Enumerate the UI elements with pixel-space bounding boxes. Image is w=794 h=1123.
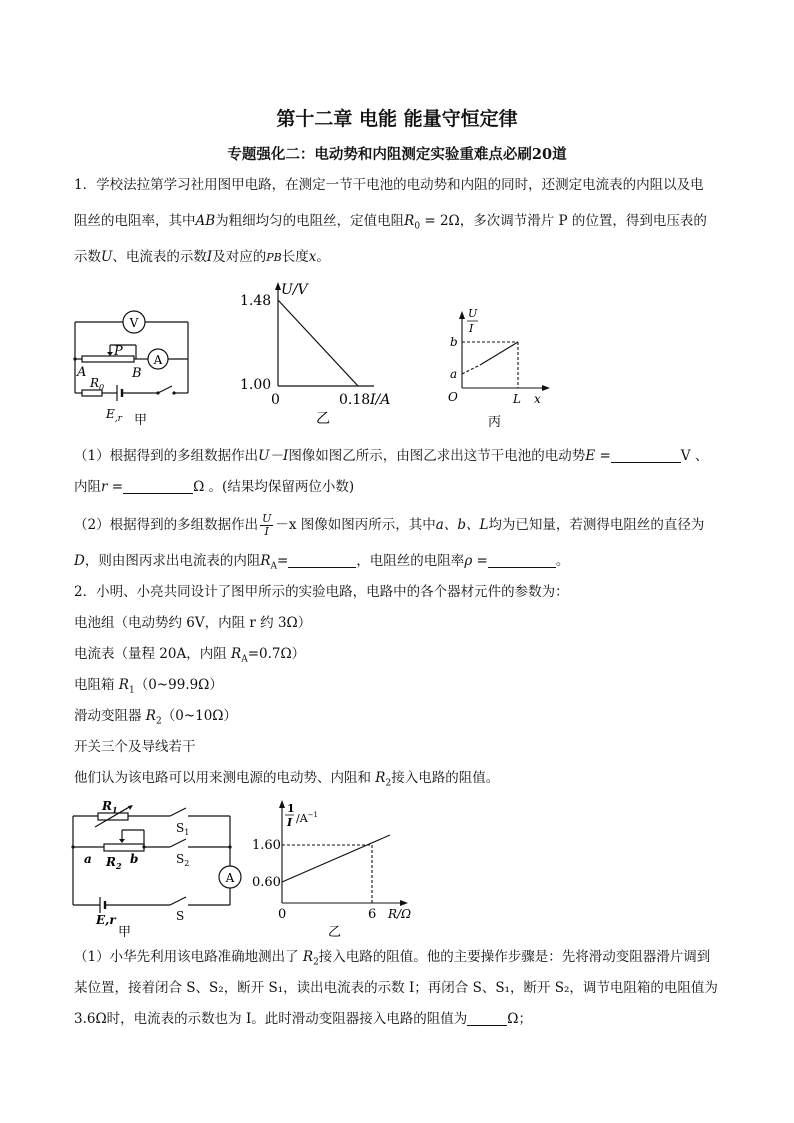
figure-caption-yi: 乙 (316, 411, 330, 427)
s-label: S (176, 909, 185, 923)
s1-label: $S_1$ (176, 821, 190, 837)
point-b-label: b (130, 852, 139, 866)
bing-origin: O (448, 390, 458, 404)
ui-x-graph-bing-1 (440, 305, 560, 430)
bing-x-axis: x (534, 392, 541, 406)
figure-caption-yi-2: 乙 (328, 925, 342, 940)
y-unit-label: $/A^{-1}$ (296, 811, 318, 825)
y-tick-top: 1.48 (240, 293, 272, 309)
y-num-label: 1 (287, 802, 295, 815)
inverse-i-line (282, 835, 390, 882)
q1-part2-line-2: D，则由图丙求出电流表的内阻$R_A=$ ，电阻丝的电阻率ρ = 。 (74, 553, 570, 572)
r1-label: $R_1$ (102, 800, 118, 815)
inverse-i-r-graph-yi-2 (252, 800, 422, 945)
ammeter-label: A (153, 353, 163, 367)
q1-part2-line-1: （2）根据得到的多组数据作出 $\frac{U}{I}$ －x 图像如图丙所示，其中a、b、L均为已知量，若测得电阻丝的直径为 (74, 512, 705, 538)
battery-2-label: E,r (96, 913, 116, 927)
bing-data-line (480, 342, 518, 365)
ui-data-line (278, 300, 358, 386)
chapter-title: 第十二章 电能 能量守恒定律 (276, 108, 518, 130)
bing-label-b: b (450, 335, 458, 349)
answer-blank-emf[interactable] (611, 447, 681, 463)
answer-blank-rheostat-resistance[interactable] (467, 1010, 507, 1026)
q1-line-2: 阻丝的电阻率，其中AB为粗细均匀的电阻丝，定值电阻$R_0 = 2\Omega$，多次调节滑片 P 的位置，得到电压表的 (74, 213, 707, 232)
x-tick-zero-2: 0 (278, 907, 287, 922)
y-axis-label: U/V (281, 282, 308, 298)
point-label-a: A (77, 365, 87, 380)
y-tick-060: 0.60 (252, 875, 281, 890)
x-tick-zero: 0 (271, 392, 280, 408)
x-axis-label-2: R/Ω (388, 907, 412, 921)
point-label-b: B (132, 366, 142, 381)
battery-label: $E_{,r}$ (106, 407, 122, 424)
slider-label-p: P (114, 344, 123, 359)
figure-caption-jia: 甲 (134, 413, 148, 428)
q2-line-2: 电池组（电动势约 6V，内阻 r 约 3Ω） (74, 615, 312, 631)
y-den-label: I (287, 816, 293, 829)
q2-line-3: 电流表（量程 20A，内阻 $R_A=0.7\Omega$） (74, 646, 306, 665)
circuit-diagram-jia-2 (68, 800, 248, 940)
q2-part1-line-2: 某位置，接着闭合 S、S₂，断开 S₁，读出电流表的示数 I；再闭合 S、S₁，断开 S₂，调节电阻箱的电阻值为 (74, 980, 718, 996)
fraction-u-over-i: $\frac{U}{I}$ (262, 512, 272, 538)
answer-blank-internal-resistance[interactable] (123, 478, 193, 494)
q2-part1-line-3: 3.6Ω时，电流表的示数也为 I。此时滑动变阻器接入电路的阻值为 Ω； (74, 1011, 532, 1027)
q2-line-6: 开关三个及导线若干 (74, 739, 196, 755)
r2-label: $R_2$ (106, 855, 122, 871)
q1-line-3: 示数U、电流表的示数I及对应的PB长度x。 (74, 249, 330, 265)
voltmeter-label: V (129, 316, 139, 330)
ui-graph-yi-1 (234, 278, 414, 428)
q1-part1-line-2: 内阻r = Ω 。(结果均保留两位小数) (74, 479, 355, 495)
bing-label-l: L (513, 392, 521, 406)
s2-label: $S_2$ (176, 852, 190, 868)
ammeter-2-label: A (225, 871, 235, 885)
bing-label-a: a (450, 367, 458, 381)
q2-line-4: 电阻箱 $R_1(0\sim 99.9\Omega)$ (74, 677, 223, 696)
section-subtitle: 专题强化二：电动势和内阻测定实验重难点必刷20道 (227, 146, 567, 163)
y-tick-bottom: 1.00 (240, 377, 272, 393)
q2-line-1: 2．小明、小亮共同设计了图甲所示的实验电路，电路中的各个器材元件的参数为： (74, 584, 569, 600)
figure-caption-bing: 丙 (488, 415, 502, 430)
q2-part1-line-1: （1）小华先利用该电路准确地测出了 $R_2$接入电路的阻值。他的主要操作步骤是：先将滑动变阻器滑片调到 (74, 949, 711, 968)
q2-line-7: 他们认为该电路可以用来测电源的电动势、内阻和 $R_2$接入电路的阻值。 (74, 770, 500, 789)
bing-y-num: U (468, 307, 478, 320)
x-tick-end: 0.18 (339, 392, 371, 408)
point-a-label: a (84, 852, 92, 866)
x-axis-label: I/A (370, 392, 391, 408)
q1-line-1: 1．学校法拉第学习社用图甲电路，在测定一节干电池的电动势和内阻的同时，还测定电流表的内阻以及电 (74, 177, 704, 193)
q1-part1-line-1: （1）根据得到的多组数据作出U－I图像如图乙所示，由图乙求出这节干电池的电动势E = V 、 (74, 448, 709, 464)
bing-y-den: I (469, 322, 474, 335)
figure-caption-jia-2: 甲 (118, 925, 132, 940)
answer-blank-ammeter-resistance[interactable] (288, 552, 356, 568)
x-tick-six: 6 (368, 907, 377, 922)
y-tick-160: 1.60 (252, 838, 281, 853)
circuit-diagram-jia-1 (70, 305, 200, 435)
r0-label: $R_0$ (90, 376, 105, 392)
q2-line-5: 滑动变阻器 $R_2(0\sim 10\Omega)$ (74, 708, 237, 727)
answer-blank-resistivity[interactable] (488, 552, 556, 568)
